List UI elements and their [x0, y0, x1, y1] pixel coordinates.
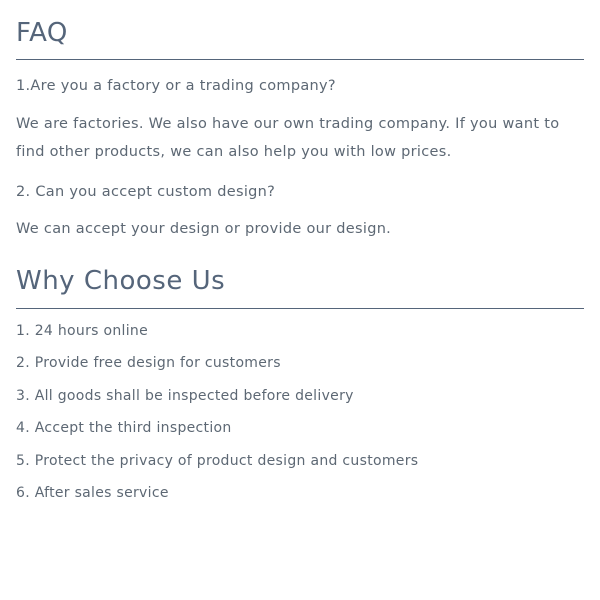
why-choose-us-list: [16, 309, 584, 505]
faq-question-1: 1.Are you a factory or a trading company?: [16, 78, 336, 95]
divider-faq: [16, 59, 584, 60]
faq-question-2: 2. Can you accept custom design?: [16, 184, 276, 201]
faq-answer-2: We can accept your design or provide our design.: [16, 221, 392, 238]
list-item: 1. 24 hours online: [16, 322, 148, 339]
list-item: 4. Accept the third inspection: [16, 420, 232, 437]
page-title-why-choose-us: Why Choose Us: [16, 266, 226, 297]
faq-answer-1: We are factories. We also have our own trading company. If you want to find other products, we can also help you with low prices.: [16, 116, 560, 160]
list-item: 5. Protect the privacy of product design and customers: [16, 452, 419, 469]
faq-list: [16, 76, 584, 240]
why-choose-us-section: [16, 266, 584, 504]
list-item: 6. After sales service: [16, 485, 169, 502]
list-item: 3. All goods shall be inspected before delivery: [16, 387, 354, 404]
list-item: 2. Provide free design for customers: [16, 355, 281, 372]
page-title-faq: FAQ: [16, 18, 68, 48]
